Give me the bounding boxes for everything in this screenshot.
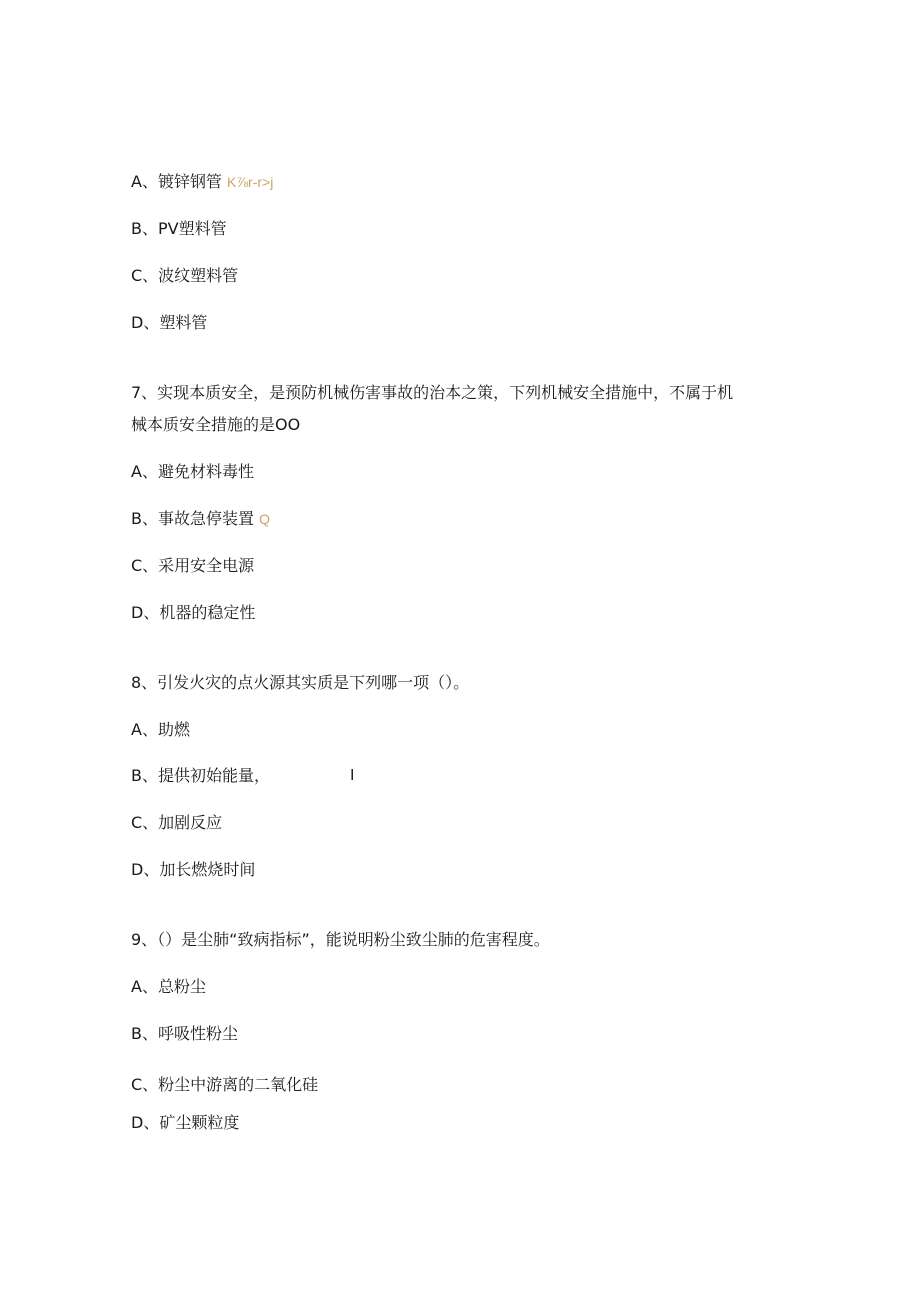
q8-option-c-text: C、加剧反应 <box>131 813 223 832</box>
q7-option-a-text: A、避免材料毒性 <box>131 462 254 481</box>
q6-option-a-artifact: K⅞r-r>j <box>227 174 274 190</box>
q8-option-a <box>131 720 190 740</box>
q9-option-a <box>131 977 206 997</box>
q8-option-b <box>131 766 355 786</box>
q7-option-b <box>131 509 270 529</box>
q9-stem: 9、（）是尘肺“致病指标”，能说明粉尘致尘肺的危害程度。 <box>131 930 550 949</box>
q9-option-c <box>131 1075 318 1095</box>
q9-option-d <box>131 1113 239 1133</box>
q8-option-c <box>131 813 222 833</box>
q6-option-d-text: D、塑料管 <box>131 313 208 332</box>
q6-option-b-text: B、PV塑料管 <box>131 219 227 238</box>
q9-option-b <box>131 1024 238 1044</box>
q7-stem-line2: 械本质安全措施的是OO <box>131 415 301 434</box>
q7-option-c <box>131 556 254 576</box>
q6-option-d <box>131 313 207 333</box>
q6-option-c <box>131 266 238 286</box>
q7-option-d <box>131 603 255 623</box>
q6-option-a-text: A、镀锌钢管 <box>131 172 222 191</box>
q8-option-d <box>131 860 255 880</box>
q8-option-d-text: D、加长燃烧时间 <box>131 860 256 879</box>
q9-option-c-text: C、粉尘中游离的二氧化硅 <box>131 1075 319 1094</box>
q7-stem-line1: 7、实现本质安全，是预防机械伤害事故的治本之策，下列机械安全措施中，不属于机 <box>131 383 734 402</box>
q9-option-b-text: B、呼吸性粉尘 <box>131 1024 238 1043</box>
q8-option-b-text: B、提供初始能量， <box>131 766 270 785</box>
q8-option-b-mark: I <box>350 767 355 784</box>
q8-option-a-text: A、助燃 <box>131 720 190 739</box>
q6-option-b <box>131 219 227 239</box>
q6-option-c-text: C、波纹塑料管 <box>131 266 239 285</box>
q7-option-b-text: B、事故急停装置 <box>131 509 254 528</box>
q7-option-c-text: C、采用安全电源 <box>131 556 255 575</box>
q6-option-a <box>131 172 273 192</box>
q9-option-d-text: D、矿尘颗粒度 <box>131 1113 240 1132</box>
q7-option-a <box>131 462 254 482</box>
q9-option-a-text: A、总粉尘 <box>131 977 206 996</box>
q8-stem: 8、引发火灾的点火源其实质是下列哪一项（）。 <box>131 673 470 692</box>
q7-option-d-text: D、机器的稳定性 <box>131 603 256 622</box>
q7-option-b-artifact: Q <box>259 511 270 527</box>
